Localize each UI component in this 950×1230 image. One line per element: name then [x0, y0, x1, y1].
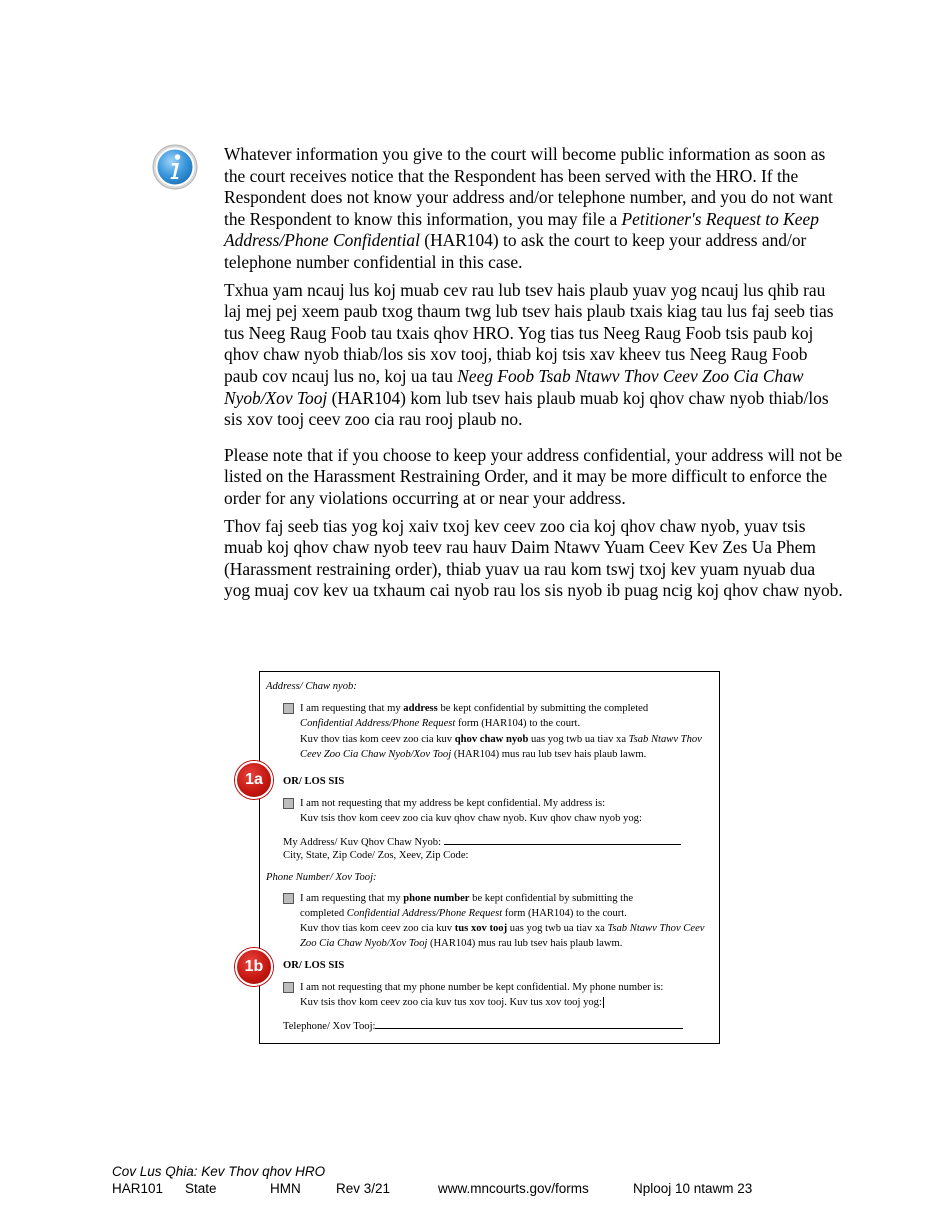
phone-confidential-checkbox[interactable]	[283, 893, 294, 904]
phone-not-confidential-checkbox[interactable]	[283, 982, 294, 993]
telephone-field[interactable]: Telephone/ Xov Tooj:	[283, 1017, 693, 1035]
info-icon	[152, 144, 198, 190]
footer-language: HMN	[270, 1181, 301, 1196]
info-paragraph-en: Whatever information you give to the court will become public information as soon as the court receives notice that the Respondent has been served with the HRO. If the Respondent does not know your address and/or telephone number, and you do not want the Respondent to know this information, you may file a Petitioner's Request to Keep Address/Phone Confidential (HAR104) to ask the court to keep your address and/or telephone number confidential in this case.	[224, 144, 833, 272]
or-label-address: OR/ LOS SIS	[283, 776, 345, 787]
note-paragraph-hmn: Thov faj seeb tias yog koj xaiv txoj kev ceev zoo cia koj qhov chaw nyob, yuav tsis muab koj qhov chaw nyob teev rau hauv Daim Ntawv Yuam Ceev Kev Zes Ua Phem (Harassment restraining order), thiab yuav ua rau kom tswj txoj kev yuam nyuab dua yog muaj cov kev ua txhaum cai nyob rau los sis nyob ib puag ncig koj qhov chaw nyob.	[224, 515, 843, 601]
city-state-zip-field[interactable]: City, State, Zip Code/ Zos, Xeev, Zip Code:	[283, 850, 469, 861]
phone-confidential-option: I am requesting that my phone number be kept confidential by submitting the completed Confidential Address/Phone Request form (HAR104) to the court.	[283, 892, 703, 920]
address-confidential-option: I am requesting that my address be kept confidential by submitting the completed Confidential Address/Phone Request form (HAR104) to the court.	[283, 702, 703, 730]
phone-not-confidential-option: I am not requesting that my phone number be kept confidential. My phone number is: Kuv tsis thov kom ceev zoo cia kuv tus xov tooj. Kuv tus xov tooj yog:	[283, 981, 703, 1009]
footer-form-id: HAR101	[112, 1181, 164, 1196]
my-address-field[interactable]: My Address/ Kuv Qhov Chaw Nyob:	[283, 833, 693, 851]
page-footer	[112, 1163, 812, 1197]
phone-section-label: Phone Number/ Xov Tooj:	[266, 872, 377, 883]
footer-title: Cov Lus Qhia: Kev Thov qhov HRO	[112, 1164, 326, 1179]
footer-url[interactable]: www.mncourts.gov/forms	[438, 1181, 589, 1196]
address-not-confidential-option: I am not requesting that my address be kept confidential. My address is: Kuv tsis thov kom ceev zoo cia kuv qhov chaw nyob. Kuv qhov chaw nyob yog:	[283, 797, 703, 825]
or-label-phone: OR/ LOS SIS	[283, 960, 345, 971]
info-text	[224, 144, 844, 602]
address-not-confidential-checkbox[interactable]	[283, 798, 294, 809]
note-paragraph-en: Please note that if you choose to keep your address confidential, your address will not be listed on the Harassment Restraining Order, and it may be more difficult to enforce the order for any violations occurring at or near your address.	[224, 444, 843, 508]
footer-state: State	[185, 1181, 217, 1196]
step-badge-1a: 1a	[235, 761, 273, 799]
step-badge-1b: 1b	[235, 948, 273, 986]
footer-revision: Rev 3/21	[336, 1181, 391, 1196]
address-section-label: Address/ Chaw nyob:	[266, 681, 357, 692]
footer-page-number: Nplooj 10 ntawm 23	[633, 1181, 753, 1196]
info-paragraph-hmn: Txhua yam ncauj lus koj muab cev rau lub tsev hais plaub yuav yog ncauj lus qhib rau laj mej pej xeem paub txog thaum twg lub tsev hais plaub txais kiag tau lus faj seeb tias tus Neeg Raug Foob tau txais qhov HRO. Yog tias tus Neeg Raug Foob tsis paub koj qhov chaw nyob thiab/los sis xov tooj, thiab koj tsis xav kheev tus Neeg Raug Foob paub cov ncauj lus no, koj ua tau Neeg Foob Tsab Ntawv Thov Ceev Zoo Cia Chaw Nyob/Xov Tooj (HAR104) kom lub tsev hais plaub muab koj qhov chaw nyob thiab/los sis xov tooj ceev zoo cia rau rooj plaub no.	[224, 279, 834, 430]
form-sample: Address/ Chaw nyob: I am requesting that my address be kept confidential by submitting the completed Confidential Address/Phone Request form (HAR104) to the court. Kuv thov tias kom ceev zoo cia kuv qhov chaw nyob uas yog twb ua tiav xa Tsab Ntawv Thov Ceev Zoo Cia Chaw Nyob/Xov Tooj (HAR104) mus rau lub tsev hais plaub lawm. OR/ LOS SIS I am not requesting that my address be kept confidential. My address is: Kuv tsis thov kom ceev zoo cia kuv qhov chaw nyob. Kuv qhov chaw nyob yog: My Address/ Kuv Qhov Chaw Nyob: City, State, Zip Code/ Zos, Xeev, Zip Code: Phone Number/ Xov Tooj: I am requesting that my phone number be kept confidential by submitting the completed Confidential Address/Phone Request form (HAR104) to the court. Kuv thov tias kom ceev zoo cia kuv tus xov tooj uas yog twb ua tiav xa Tsab Ntawv Thov Ceev Zoo Cia Chaw Nyob/Xov Tooj (HAR104) mus rau lub tsev hais plaub lawm. OR/ LOS SIS I am not requesting that my phone number be kept confidential. My phone number is: Kuv tsis thov kom ceev zoo cia kuv tus xov tooj. Kuv tus xov tooj yog: Telephone/ Xov Tooj:	[259, 671, 720, 1044]
address-confidential-checkbox[interactable]	[283, 703, 294, 714]
